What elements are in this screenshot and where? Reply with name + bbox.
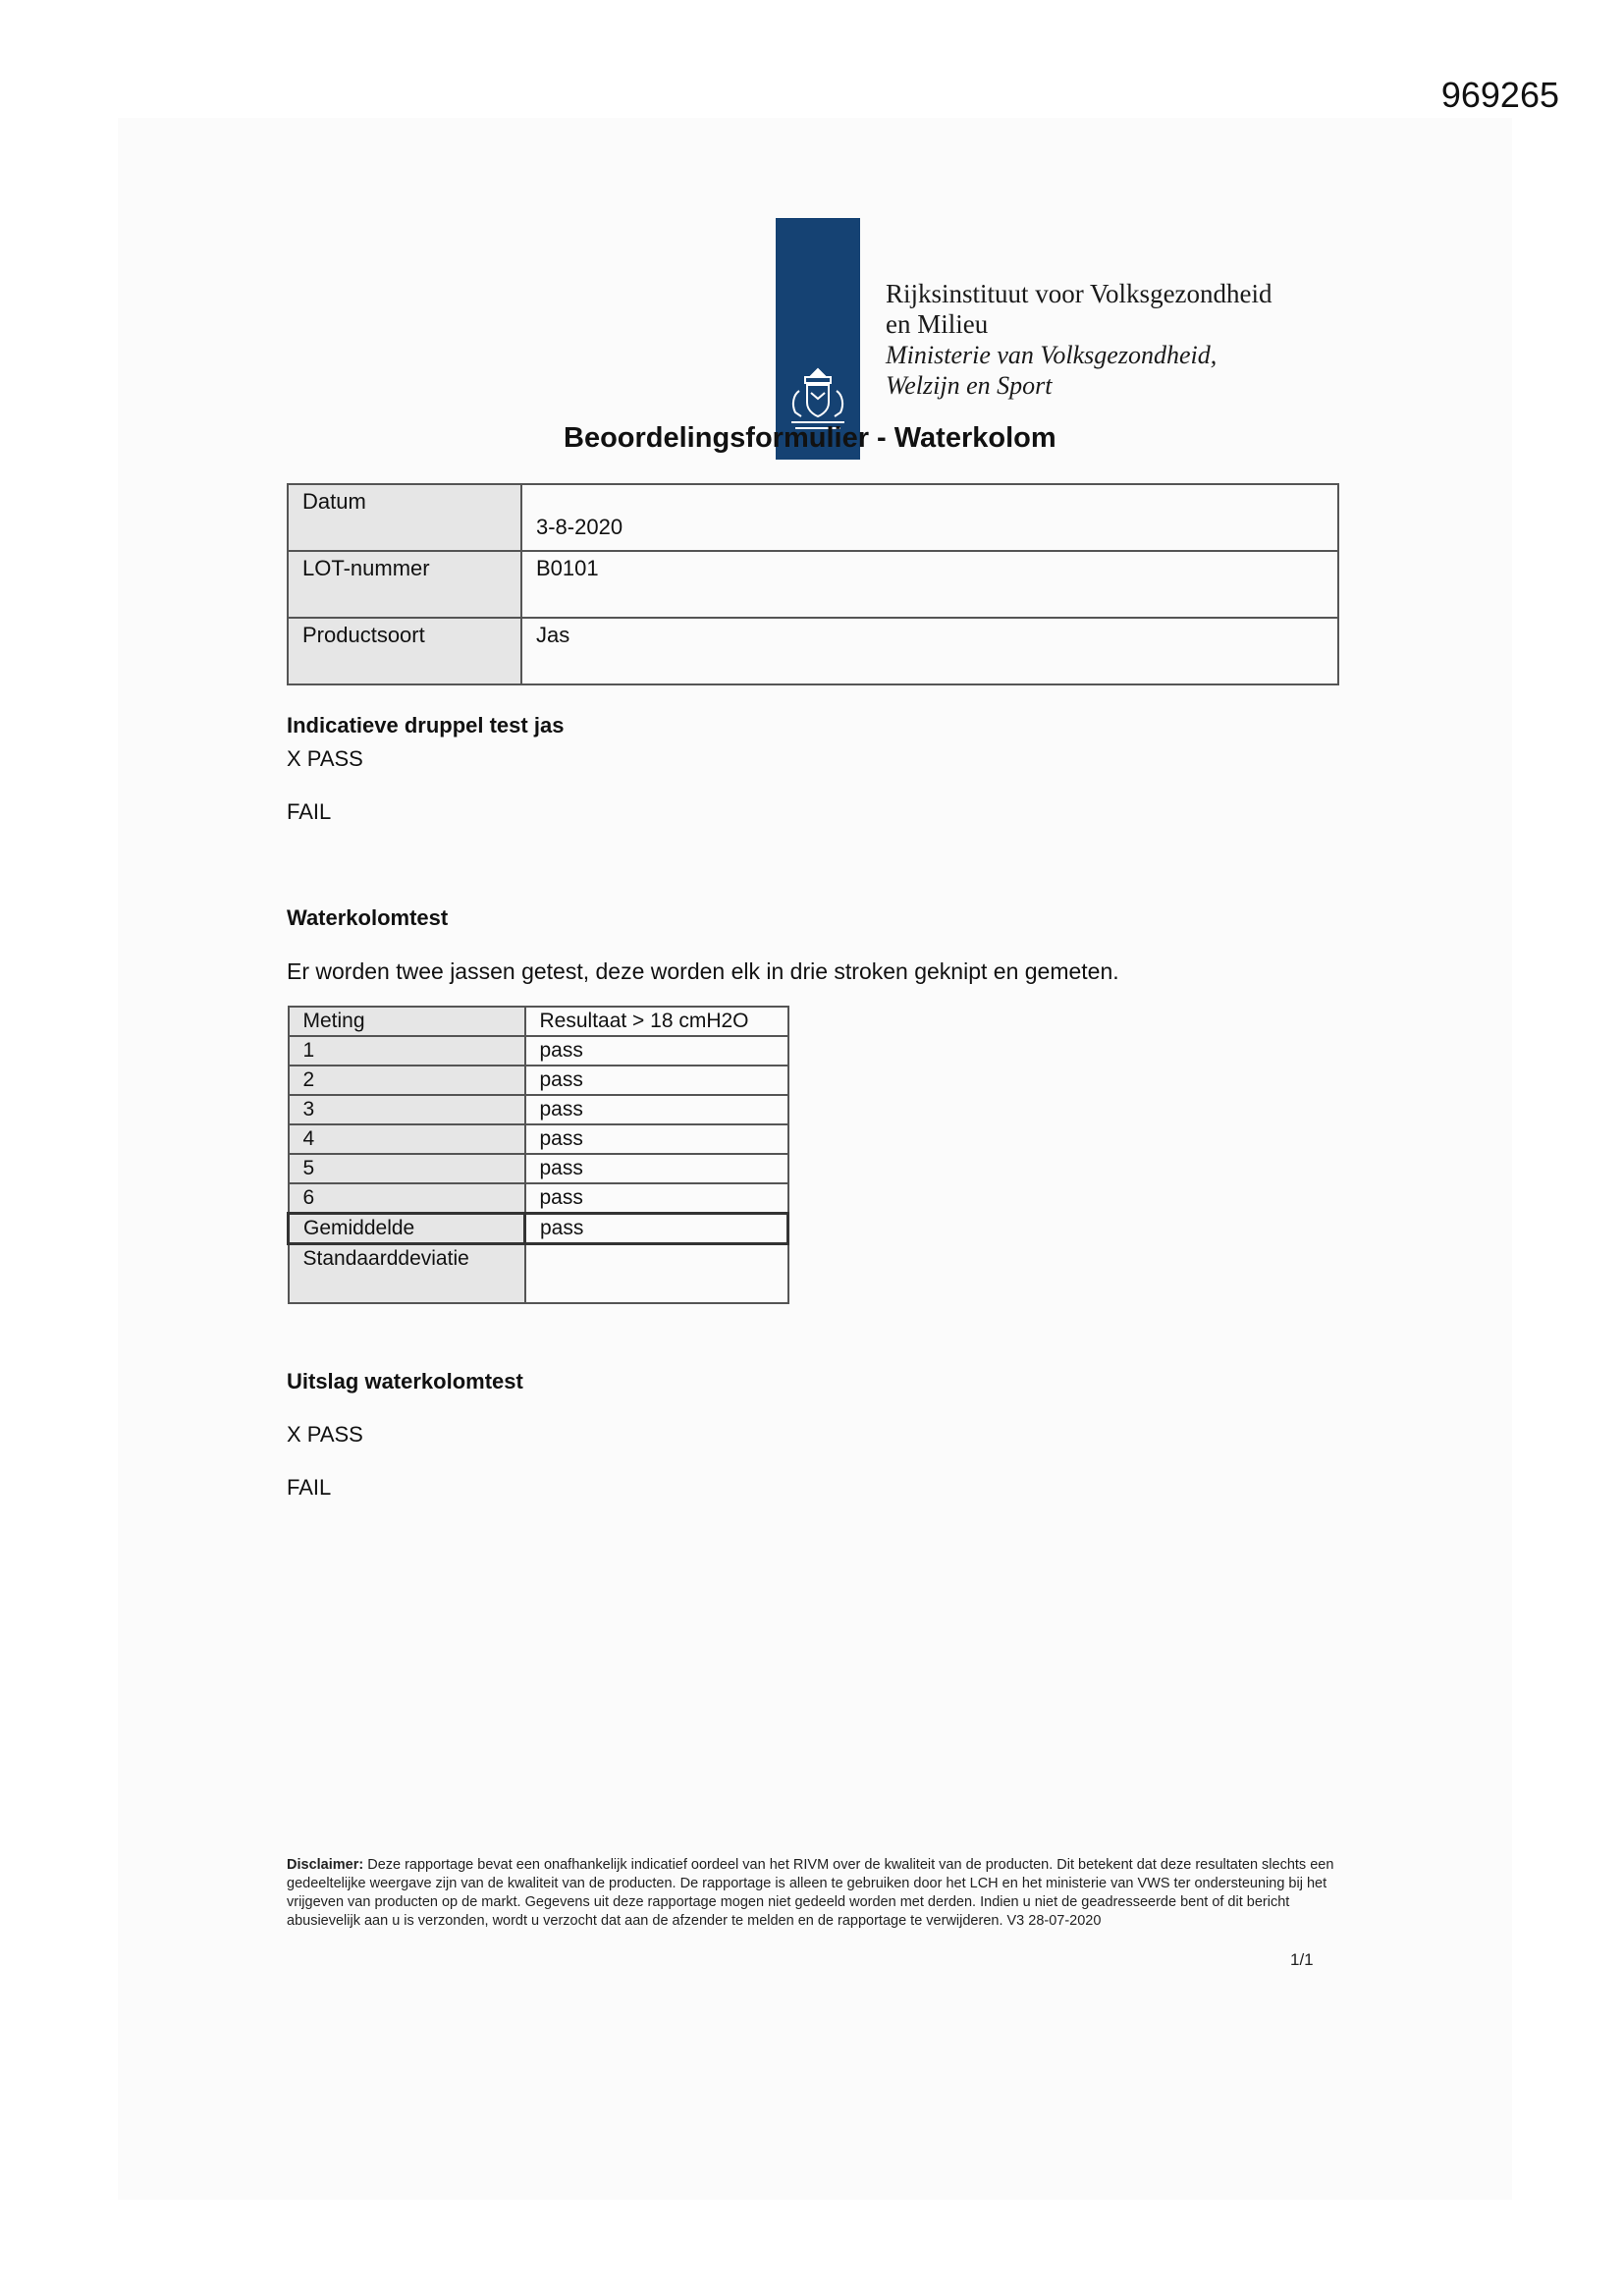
table-row: [289, 1183, 788, 1214]
table-row: [289, 1036, 788, 1066]
std-dev-row: [289, 1244, 788, 1304]
average-row: [289, 1214, 788, 1244]
row-value: pass: [525, 1124, 788, 1154]
std-dev-label: Standaarddeviatie: [289, 1244, 525, 1304]
org-name-line1: Rijksinstituut voor Volksgezondheid: [886, 279, 1272, 308]
table-row: [289, 1154, 788, 1183]
ministry-line2: Welzijn en Sport: [886, 371, 1053, 400]
disclaimer-text: Deze rapportage bevat een onafhankelijk indicatief oordeel van het RIVM over de kwaliteit van de producten. Dit betekent dat deze resultaten slechts een gedeeltelijke weergave zijn van de kwaliteit van de producten. De rapportage is alleen te gebruiken door het LCH en het ministerie van VWS ter ondersteuning bij het vrijgeven van producten op de markt. Gegevens uit deze rapportage mogen niet gedeeld worden met derden. Indien u niet de geadresseerde bent of dit bericht abusievelijk aan u is verzonden, wordt u verzocht dat aan de afzender te melden en de rapportage te verwijderen. V3 28-07-2020: [287, 1857, 1334, 1929]
page-number: 1/1: [1290, 1950, 1314, 1969]
column-header-result: Resultaat > 18 cmH2O: [525, 1007, 788, 1036]
row-value: pass: [525, 1183, 788, 1214]
result-fail: FAIL: [287, 1475, 332, 1500]
row-value: pass: [525, 1154, 788, 1183]
row-label: 1: [289, 1036, 525, 1066]
table-row: [289, 1124, 788, 1154]
row-label: 3: [289, 1095, 525, 1124]
average-label: Gemiddelde: [289, 1214, 525, 1244]
row-label: 2: [289, 1066, 525, 1095]
row-value: pass: [525, 1066, 788, 1095]
row-label: 4: [289, 1124, 525, 1154]
table-row: [289, 1095, 788, 1124]
table-row: [288, 618, 1338, 684]
document-number: 969265: [1440, 75, 1559, 115]
row-label: 6: [289, 1183, 525, 1214]
result-heading: Uitslag waterkolomtest: [287, 1369, 523, 1394]
row-label: 5: [289, 1154, 525, 1183]
water-column-description: Er worden twee jassen getest, deze worden elk in drie stroken geknipt en gemeten.: [287, 958, 1119, 984]
ministry-line1: Ministerie van Volksgezondheid,: [886, 341, 1218, 369]
lot-number-value: B0101: [521, 551, 1338, 618]
average-value: pass: [525, 1214, 788, 1244]
datum-label: Datum: [288, 484, 521, 551]
table-header-row: [289, 1007, 788, 1036]
table-row: [288, 484, 1338, 551]
drop-test-fail: FAIL: [287, 799, 332, 824]
measurement-table: [287, 1006, 789, 1304]
table-row: [288, 551, 1338, 618]
row-value: pass: [525, 1095, 788, 1124]
water-column-heading: Waterkolomtest: [287, 905, 449, 930]
drop-test-pass: X PASS: [287, 746, 363, 771]
result-pass: X PASS: [287, 1422, 363, 1447]
datum-value: 3-8-2020: [521, 484, 1338, 551]
org-name-line2: en Milieu: [886, 309, 989, 339]
form-title: Beoordelingsformulier - Waterkolom: [564, 422, 1056, 454]
std-dev-value: [525, 1244, 788, 1304]
table-row: [289, 1066, 788, 1095]
disclaimer-label: Disclaimer:: [287, 1857, 364, 1873]
organization-block: [886, 279, 1272, 401]
lot-number-label: LOT-nummer: [288, 551, 521, 618]
product-type-label: Productsoort: [288, 618, 521, 684]
column-header-meting: Meting: [289, 1007, 525, 1036]
disclaimer: [287, 1856, 1347, 1931]
info-table: [287, 483, 1339, 685]
drop-test-heading: Indicatieve druppel test jas: [287, 713, 565, 738]
product-type-value: Jas: [521, 618, 1338, 684]
row-value: pass: [525, 1036, 788, 1066]
